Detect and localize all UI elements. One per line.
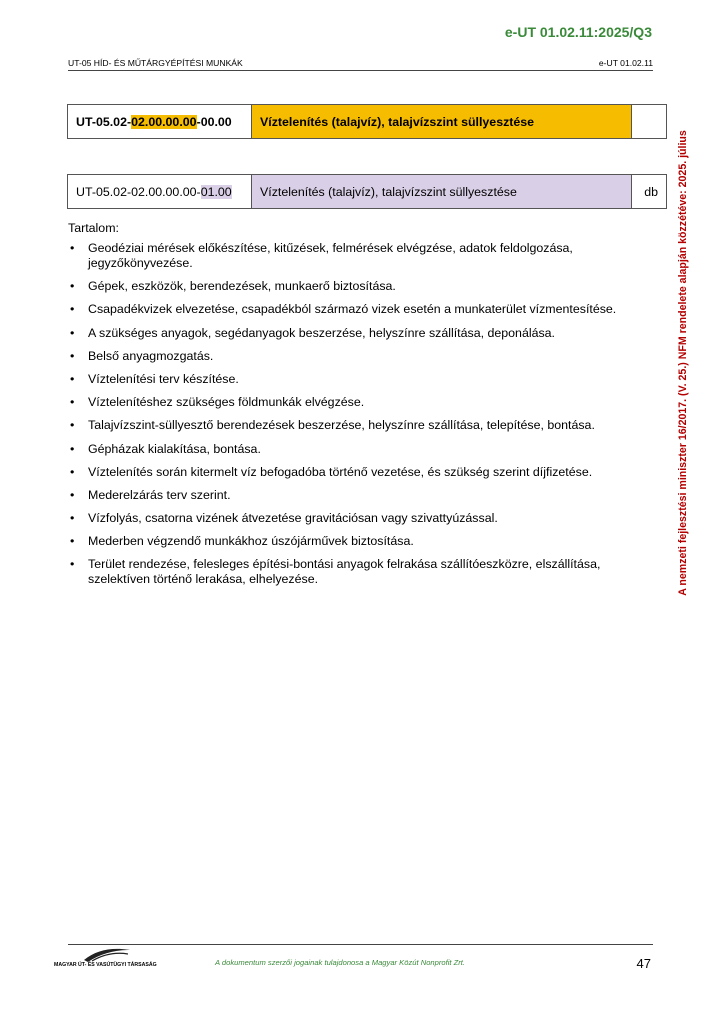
item-table-main — [67, 104, 667, 139]
section-title: UT-05 HÍD- ÉS MŰTÁRGYÉPÍTÉSI MUNKÁK — [68, 58, 243, 68]
list-item-text: Talajvízszint-süllyesztő berendezések beszerzése, helyszínre szállítása, telepítése, bontása. — [88, 418, 595, 433]
list-item-text: Belső anyagmozgatás. — [88, 348, 214, 363]
bullet-icon: • — [70, 441, 75, 456]
bullet-icon: • — [70, 325, 75, 340]
item-title: Víztelenítés (talajvíz), talajvízszint süllyesztése — [252, 175, 632, 209]
bullet-icon: • — [70, 371, 75, 386]
list-item-text: Víztelenítéshez szükséges földmunkák elvégzése. — [88, 395, 365, 410]
item-code-prefix: UT-05.02-02.00.00.00- — [76, 184, 201, 199]
list-item — [68, 418, 648, 433]
publication-note-text: A nemzeti fejlesztési miniszter 16/2017. (V. 25.) NFM rendelete alapján közzétéve: 2025. július — [677, 130, 689, 596]
list-item — [68, 534, 648, 549]
list-item-text: A szükséges anyagok, segédanyagok beszerzése, helyszínre szállítása, deponálása. — [88, 325, 556, 340]
list-item-text: Mederelzárás terv szerint. — [88, 487, 231, 502]
item-code-prefix: UT-05.02- — [76, 114, 132, 129]
list-item — [68, 349, 648, 364]
content-section — [68, 221, 648, 596]
list-item-text: Terület rendezése, felesleges építési-bontási anyagok felrakása szállítóeszközre, elszállítása, szelektíven történő lerakása, elhelyezése. — [88, 557, 601, 587]
bullet-icon: • — [70, 464, 75, 479]
bullet-icon: • — [70, 418, 75, 433]
bullet-icon: • — [70, 241, 75, 255]
list-item — [68, 511, 648, 526]
list-item — [68, 465, 648, 480]
item-unit: db — [632, 175, 667, 209]
item-code-highlight: 02.00.00.00 — [131, 114, 197, 129]
bullet-icon: • — [70, 487, 75, 502]
list-item — [68, 241, 648, 271]
list-item-text: Geodéziai mérések előkészítése, kitűzések, felmérések elvégzése, adatok feldolgozása, jegyzőkönyvezése. — [88, 241, 573, 270]
list-item-text: Gépházak kialakítása, bontása. — [88, 441, 261, 456]
bullet-icon: • — [70, 302, 75, 317]
page-header — [68, 58, 653, 71]
content-list — [68, 241, 648, 587]
list-item — [68, 326, 648, 341]
list-item-text: Csapadékvizek elvezetése, csapadékból származó vizek esetén a munkaterület vízmentesítése. — [88, 302, 617, 317]
bullet-icon: • — [70, 395, 75, 410]
bullet-icon: • — [70, 279, 75, 294]
content-label: Tartalom: — [68, 221, 119, 235]
item-title: Víztelenítés (talajvíz), talajvízszint süllyesztése — [252, 105, 632, 139]
publication-note — [673, 98, 693, 628]
document-reference: e-UT 01.02.11 — [598, 58, 653, 68]
list-item — [68, 372, 648, 387]
list-item-text: Mederben végzendő munkákhoz úszójárművek biztosítása. — [88, 534, 414, 549]
list-item — [68, 395, 648, 410]
page-number: 47 — [636, 956, 651, 971]
table-row — [68, 175, 667, 209]
item-unit — [632, 105, 667, 139]
list-item — [68, 488, 648, 503]
list-item-text: Víztelenítés során kitermelt víz befogadóba történő vezetése, és szükség szerint díjfizetése. — [88, 464, 593, 479]
table-row — [68, 105, 667, 139]
bullet-icon: • — [70, 348, 75, 363]
document-code: e-UT 01.02.11:2025/Q3 — [504, 24, 652, 40]
list-item-text: Gépek, eszközök, berendezések, munkaerő biztosítása. — [88, 279, 396, 294]
list-item-text: Víztelenítési terv készítése. — [88, 371, 239, 386]
list-item — [68, 557, 648, 587]
list-item — [68, 302, 648, 317]
logo-text: MAGYAR ÚT- ÉS VASÚTÜGYI TÁRSASÁG — [54, 962, 157, 968]
copyright-notice: A dokumentum szerzői jogainak tulajdonosa a Magyar Közút Nonprofit Zrt. — [215, 958, 466, 967]
item-table-sub — [67, 174, 667, 209]
list-item-text: Vízfolyás, csatorna vizének átvezetése gravitációsan vagy szivattyúzással. — [88, 511, 498, 526]
list-item — [68, 279, 648, 294]
bullet-icon: • — [70, 557, 75, 572]
bullet-icon: • — [70, 534, 75, 549]
item-code-highlight: 01.00 — [200, 184, 232, 199]
list-item — [68, 442, 648, 457]
item-code-suffix: -00.00 — [196, 114, 232, 129]
bullet-icon: • — [70, 511, 75, 526]
item-code — [68, 175, 252, 209]
item-code — [68, 105, 252, 139]
footer-divider — [68, 944, 653, 945]
